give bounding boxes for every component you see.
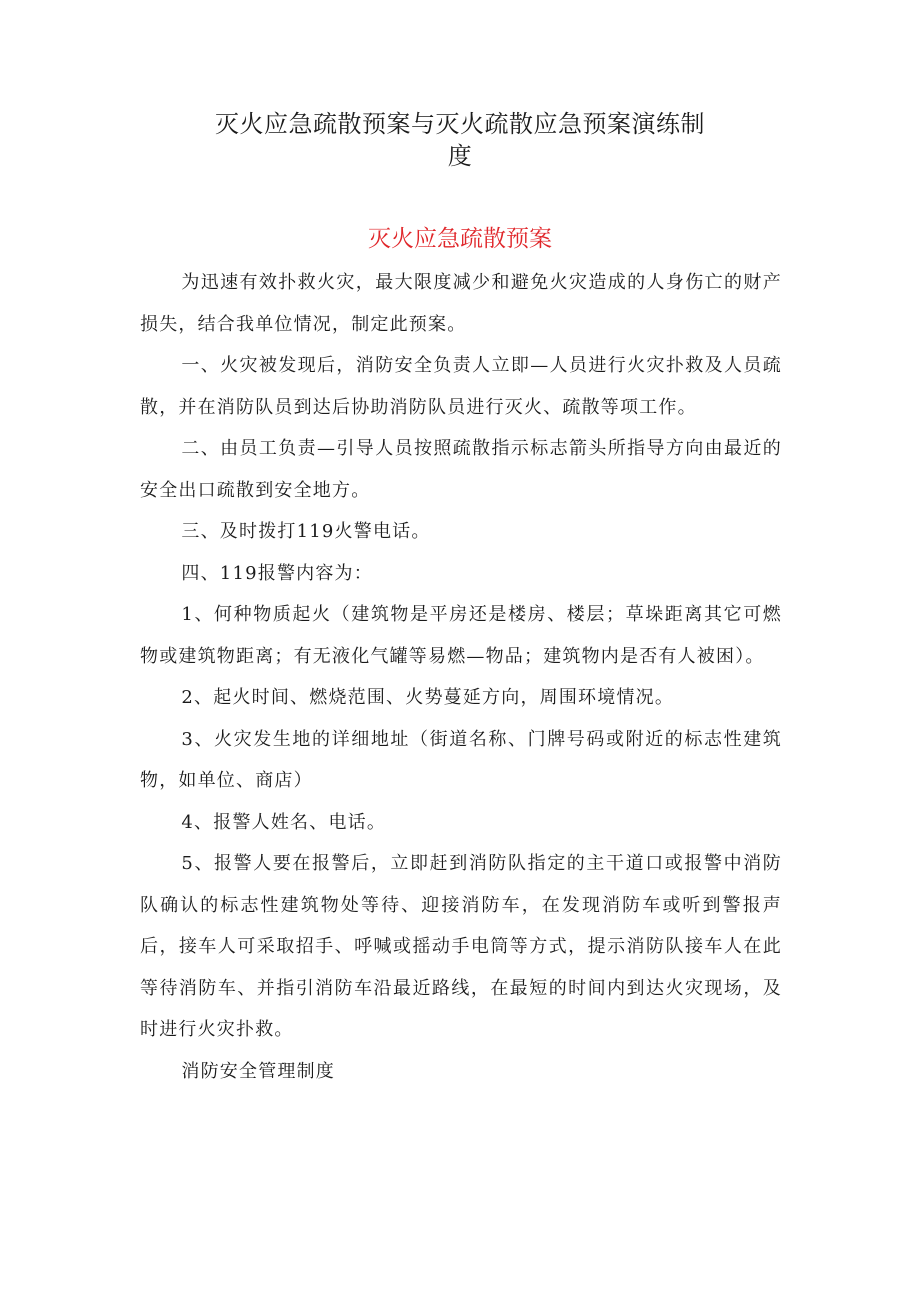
document-title bbox=[140, 108, 780, 172]
paragraph-next-heading: 消防安全管理制度 bbox=[181, 1060, 335, 1082]
paragraph-item-1: 一、火灾被发现后，消防安全负责人立即—人员进行火灾扑救及人员疏散，并在消防队员到达后协助消防队员进行灭火、疏散等项工作。 bbox=[140, 355, 782, 418]
paragraph-report-4: 4、报警人姓名、电话。 bbox=[181, 811, 387, 833]
paragraph-item-3: 三、及时拨打119火警电话。 bbox=[181, 521, 431, 542]
paragraph-item-2: 二、由员工负责—引导人员按照疏散指示标志箭头所指导方向由最近的安全出口疏散到安全地方。 bbox=[140, 438, 782, 501]
paragraph-report-5: 5、报警人要在报警后，立即赶到消防队指定的主干道口或报警中消防队确认的标志性建筑物处等待、迎接消防车，在发现消防车或听到警报声后，接车人可采取招手、呼喊或摇动手电筒等方式，提示消防队接车人在此等待消防车、并指引消防车沿最近路线，在最短的时间内到达火灾现场，及时进行火灾扑救。 bbox=[140, 853, 782, 1040]
paragraph-item-4: 四、119报警内容为： bbox=[181, 562, 373, 584]
document-title-line-2: 度 bbox=[447, 142, 473, 170]
document-title-line-1: 灭火应急疏散预案与灭火疏散应急预案演练制 bbox=[215, 110, 705, 138]
paragraph-report-2: 2、起火时间、燃烧范围、火势蔓延方向，周围环境情况。 bbox=[181, 687, 675, 708]
section-title: 灭火应急疏散预案 bbox=[368, 226, 552, 252]
document-body bbox=[140, 262, 782, 1092]
paragraph-report-1: 1、何种物质起火（建筑物是平房还是楼房、楼层；草垛距离其它可燃物或建筑物距离；有无液化气罐等易燃—物品；建筑物内是否有人被困）。 bbox=[140, 604, 782, 667]
paragraph-intro: 为迅速有效扑救火灾，最大限度减少和避免火灾造成的人身伤亡的财产损失，结合我单位情况，制定此预案。 bbox=[140, 272, 782, 335]
paragraph-report-3: 3、火灾发生地的详细地址（街道名称、门牌号码或附近的标志性建筑物，如单位、商店） bbox=[140, 728, 782, 791]
